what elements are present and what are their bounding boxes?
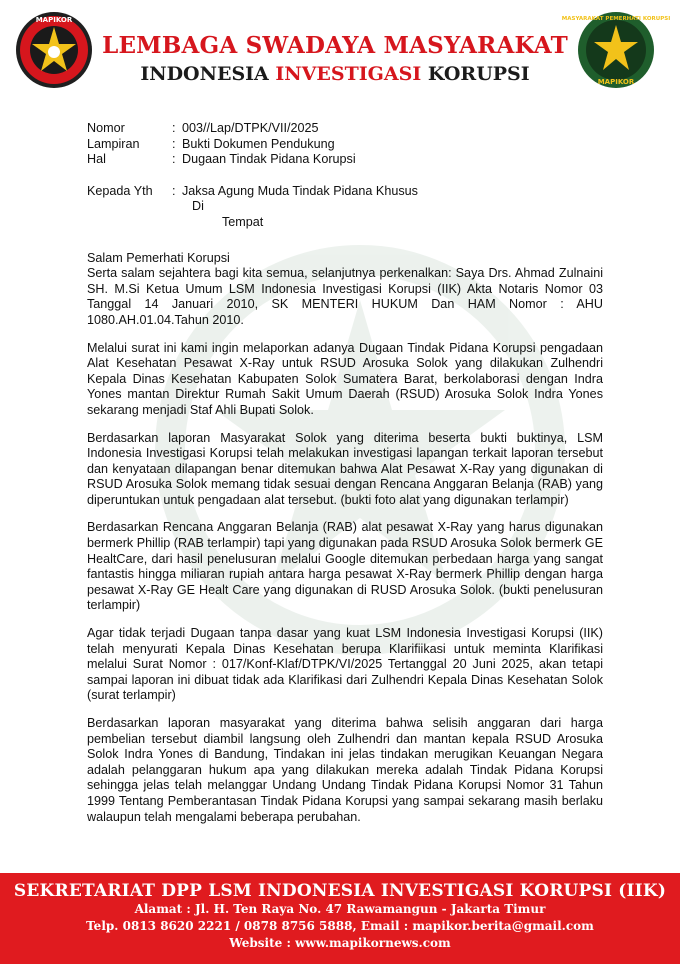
- letter-footer: [0, 873, 680, 964]
- hal-label: Hal: [87, 152, 106, 167]
- nomor-label: Nomor: [87, 121, 125, 135]
- org-name-part3: KORUPSI: [421, 63, 530, 85]
- org-name-part1: INDONESIA: [140, 63, 276, 85]
- footer-address: Alamat : Jl. H. Ten Raya No. 47 Rawamangun - Jakarta Timur: [134, 902, 546, 916]
- colon: :: [172, 152, 176, 167]
- colon: :: [172, 183, 176, 198]
- org-name-line2: [100, 63, 570, 85]
- org-name-line1: LEMBAGA SWADAYA MASYARAKAT: [102, 32, 568, 59]
- kepada-label: Kepada Yth: [87, 183, 153, 198]
- paragraph-clarification: Agar tidak terjadi Dugaan tanpa dasar yang kuat LSM Indonesia Investigasi Korupsi (IIK) telah menyurati Kepala Dinas Kesehatan berupa Klarifiikasi untuk meminta Klarifikasi melalui Surat Nomor : 017/Konf-Klaf/DTPK/VI/2025 Tertanggal 20 Juni 2025, akan tetapi sampai laporan ini dibuat tidak ada Klarifikasi dari Zulhendri Kepala Dinas Kesehatan Solok (surat terlampir): [87, 626, 603, 703]
- nomor-row: [87, 121, 603, 137]
- nomor-value: 003//Lap/DTPK/VII/2025: [182, 121, 319, 135]
- lampiran-value: Bukti Dokumen Pendukung: [182, 136, 335, 151]
- mapikor-logo-left: [14, 10, 94, 90]
- paragraph-investigation: Berdasarkan laporan Masyarakat Solok yang diterima beserta bukti buktinya, LSM Indonesia Investigasi Korupsi telah melakukan investigasi lapangan terkait laporan tersebut dan kenyataan dilapangan benar ditemukan bahwa Alat Pesawat X-Ray yang digunakan di RSUD Arosuka Solok memang tidak sesuai dengan Rencana Anggaran Belanja (RAB) yang diperuntukan untuk pengadaan alat tersebut. (bukti foto alat yang digunakan terlampir): [87, 430, 603, 507]
- logo-right-text-bottom: MAPIKOR: [597, 78, 635, 86]
- colon: :: [172, 136, 176, 151]
- paragraph-rab: Berdasarkan Rencana Anggaran Belanja (RAB) alat pesawat X-Ray yang harus digunakan bermerk Phillip (RAB terlampir) tapi yang digunakan pada RSUD Arosuka Solok bermerk GE HealtCare, dari hasil penelusuran melalui Google ditemukan perbedaan harga yang sangat fantastis hingga miliaran rupiah antara harga pesawat X-Ray bermerk Phillip dengan harga pesawat X-Ray GE Healt Care yang digunakan di RUSD Arosuka Solok. (bukti penelusuran terlampir): [87, 520, 603, 613]
- hal-value: Dugaan Tindak Pidana Korupsi: [182, 152, 356, 167]
- colon: :: [172, 121, 176, 135]
- paragraph-violation: Berdasarkan laporan masyarakat yang diterima bahwa selisih anggaran dari harga pembelian tersebut diambil langsung oleh Zulhendri dan mantan kepala RSUD Arosuka Solok Indra Yones di Bandung, Tindakan ini jelas tindakan merugikan Keuangan Negara adalah pelanggaran hukum apa yang dilakukan mereka adalah Tindak Pidana Korupsi sehingga jelas telah melanggar Undang Undang Tindak Pidana Korupsi Nomor 31 Tahun 1999 Tentang Pemberantasan Tindak Pidana Korupsi yang sampai sekarang masih berlaku walaupun telah mengalami beberapa perubahan.: [87, 716, 603, 824]
- recipient-name: Jaksa Agung Muda Tindak Pidana Khusus: [182, 183, 418, 198]
- recipient-tempat: Tempat: [222, 214, 264, 229]
- footer-title: SEKRETARIAT DPP LSM INDONESIA INVESTIGASI KORUPSI (IIK): [13, 881, 667, 901]
- mapikor-logo-right: [561, 10, 671, 90]
- letterhead: [0, 0, 680, 100]
- logo-left-text: MAPIKOR: [35, 16, 73, 24]
- logo-right-text-top: MASYARAKAT PEMERHATI KORUPSI: [561, 16, 671, 22]
- hal-row: [87, 152, 603, 168]
- recipient-block: [87, 184, 603, 231]
- paragraph-report: Melalui surat ini kami ingin melaporkan adanya Dugaan Tindak Pidana Korupsi pengadaan Alat Kesehatan Pesawat X-Ray untuk RSUD Arosuka Solok yang dilakukan Zulhendri Kepala Dinas Kesehatan Kabupaten Solok Sumatera Barat, berkolaborasi dengan Indra Yones mantan Direktur Rumah Sakit Umum Daerah (RSUD) Arosuka Solok Indra Yones sekarang menjadi Staf Ahli Bupati Solok.: [87, 340, 603, 417]
- footer-website: Website : www.mapikornews.com: [229, 936, 451, 950]
- recipient-di: Di: [192, 199, 204, 214]
- org-name-part2: INVESTIGASI: [275, 63, 422, 85]
- greeting: Salam Pemerhati Korupsi: [87, 250, 230, 265]
- lampiran-label: Lampiran: [87, 136, 140, 151]
- paragraph-intro: Serta salam sejahtera bagi kita semua, selanjutnya perkenalkan: Saya Drs. Ahmad Zulnaini SH. M.Si Ketua Umum LSM Indonesia Investigasi Korupsi (IIK) Akta Notaris Nomor 03 Tanggal 14 Januari 2010, SK MENTERI HUKUM Dan HAM Nomor : AHU 1080.AH.01.04.Tahun 2010.: [87, 266, 603, 327]
- lampiran-row: [87, 137, 603, 153]
- footer-contact: Telp. 0813 8620 2221 / 0878 8756 5888, Email : mapikor.berita@gmail.com: [86, 919, 594, 933]
- letter-body: [87, 121, 603, 825]
- recipient-lines: [182, 184, 418, 231]
